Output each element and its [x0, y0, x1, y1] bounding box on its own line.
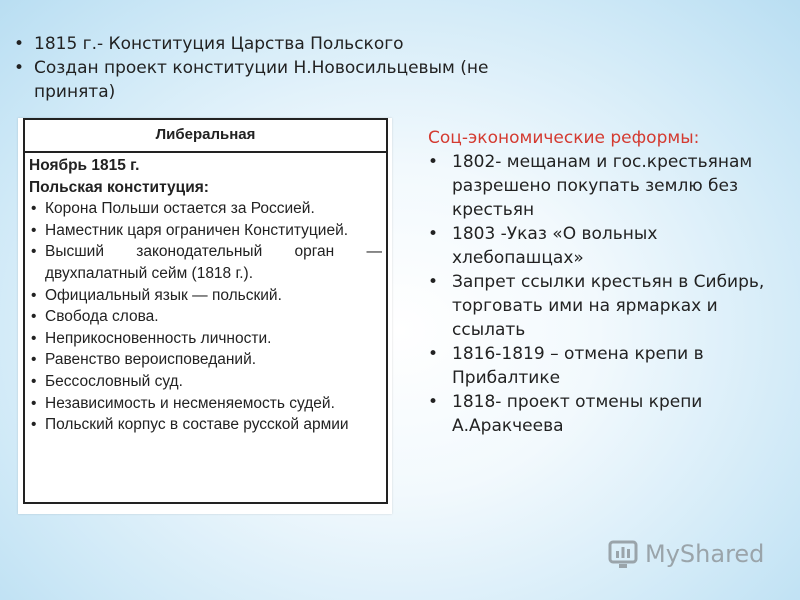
card-header: Либеральная: [25, 120, 386, 153]
liberal-constitution-card: [18, 118, 392, 514]
myshared-logo-icon: [607, 537, 641, 571]
constitution-item: • Наместник царя ограничен Конституцией.: [29, 220, 382, 242]
card-body: [25, 153, 386, 436]
constitution-item: • Свобода слова.: [29, 306, 382, 328]
constitution-item: • Польский корпус в составе русской армии: [29, 414, 382, 436]
intro-bullet: • Создан проект конституции Н.Новосильцевым (не принята): [12, 56, 572, 104]
reforms-section: [428, 126, 788, 438]
constitution-item: • Высший законодательный орган — двухпалатный сейм (1818 г.).: [29, 241, 382, 284]
reforms-title: Соц-экономические реформы:: [428, 128, 700, 148]
constitution-item: • Корона Польши остается за Россией.: [29, 198, 382, 220]
reform-item: • 1818- проект отмены крепи А.Аракчеева: [428, 390, 788, 438]
constitution-item: • Официальный язык — польский.: [29, 285, 382, 307]
card-subtitle: Польская конституция:: [29, 178, 209, 196]
myshared-watermark: [607, 536, 767, 572]
intro-bullet-list: [12, 32, 572, 104]
constitution-item: • Бессословный суд.: [29, 371, 382, 393]
reform-item: • 1816-1819 – отмена крепи в Прибалтике: [428, 342, 788, 390]
constitution-list: [29, 198, 382, 436]
watermark-text: MyShared: [645, 540, 765, 568]
constitution-item: • Независимость и несменяемость судей.: [29, 393, 382, 415]
constitution-item: • Неприкосновенность личности.: [29, 328, 382, 350]
reform-item: • 1802- мещанам и гос.крестьянам разрешено покупать землю без крестьян: [428, 150, 788, 222]
reform-item: • Запрет ссылки крестьян в Сибирь, торговать ими на ярмарках и ссылать: [428, 270, 788, 342]
constitution-item: • Равенство вероисповеданий.: [29, 349, 382, 371]
intro-bullet: • 1815 г.- Конституция Царства Польского: [12, 32, 572, 56]
card-frame: [23, 118, 388, 504]
reform-item: • 1803 -Указ «О вольных хлебопашцах»: [428, 222, 788, 270]
reforms-list: [428, 150, 788, 438]
card-date: Ноябрь 1815 г.: [29, 157, 140, 174]
